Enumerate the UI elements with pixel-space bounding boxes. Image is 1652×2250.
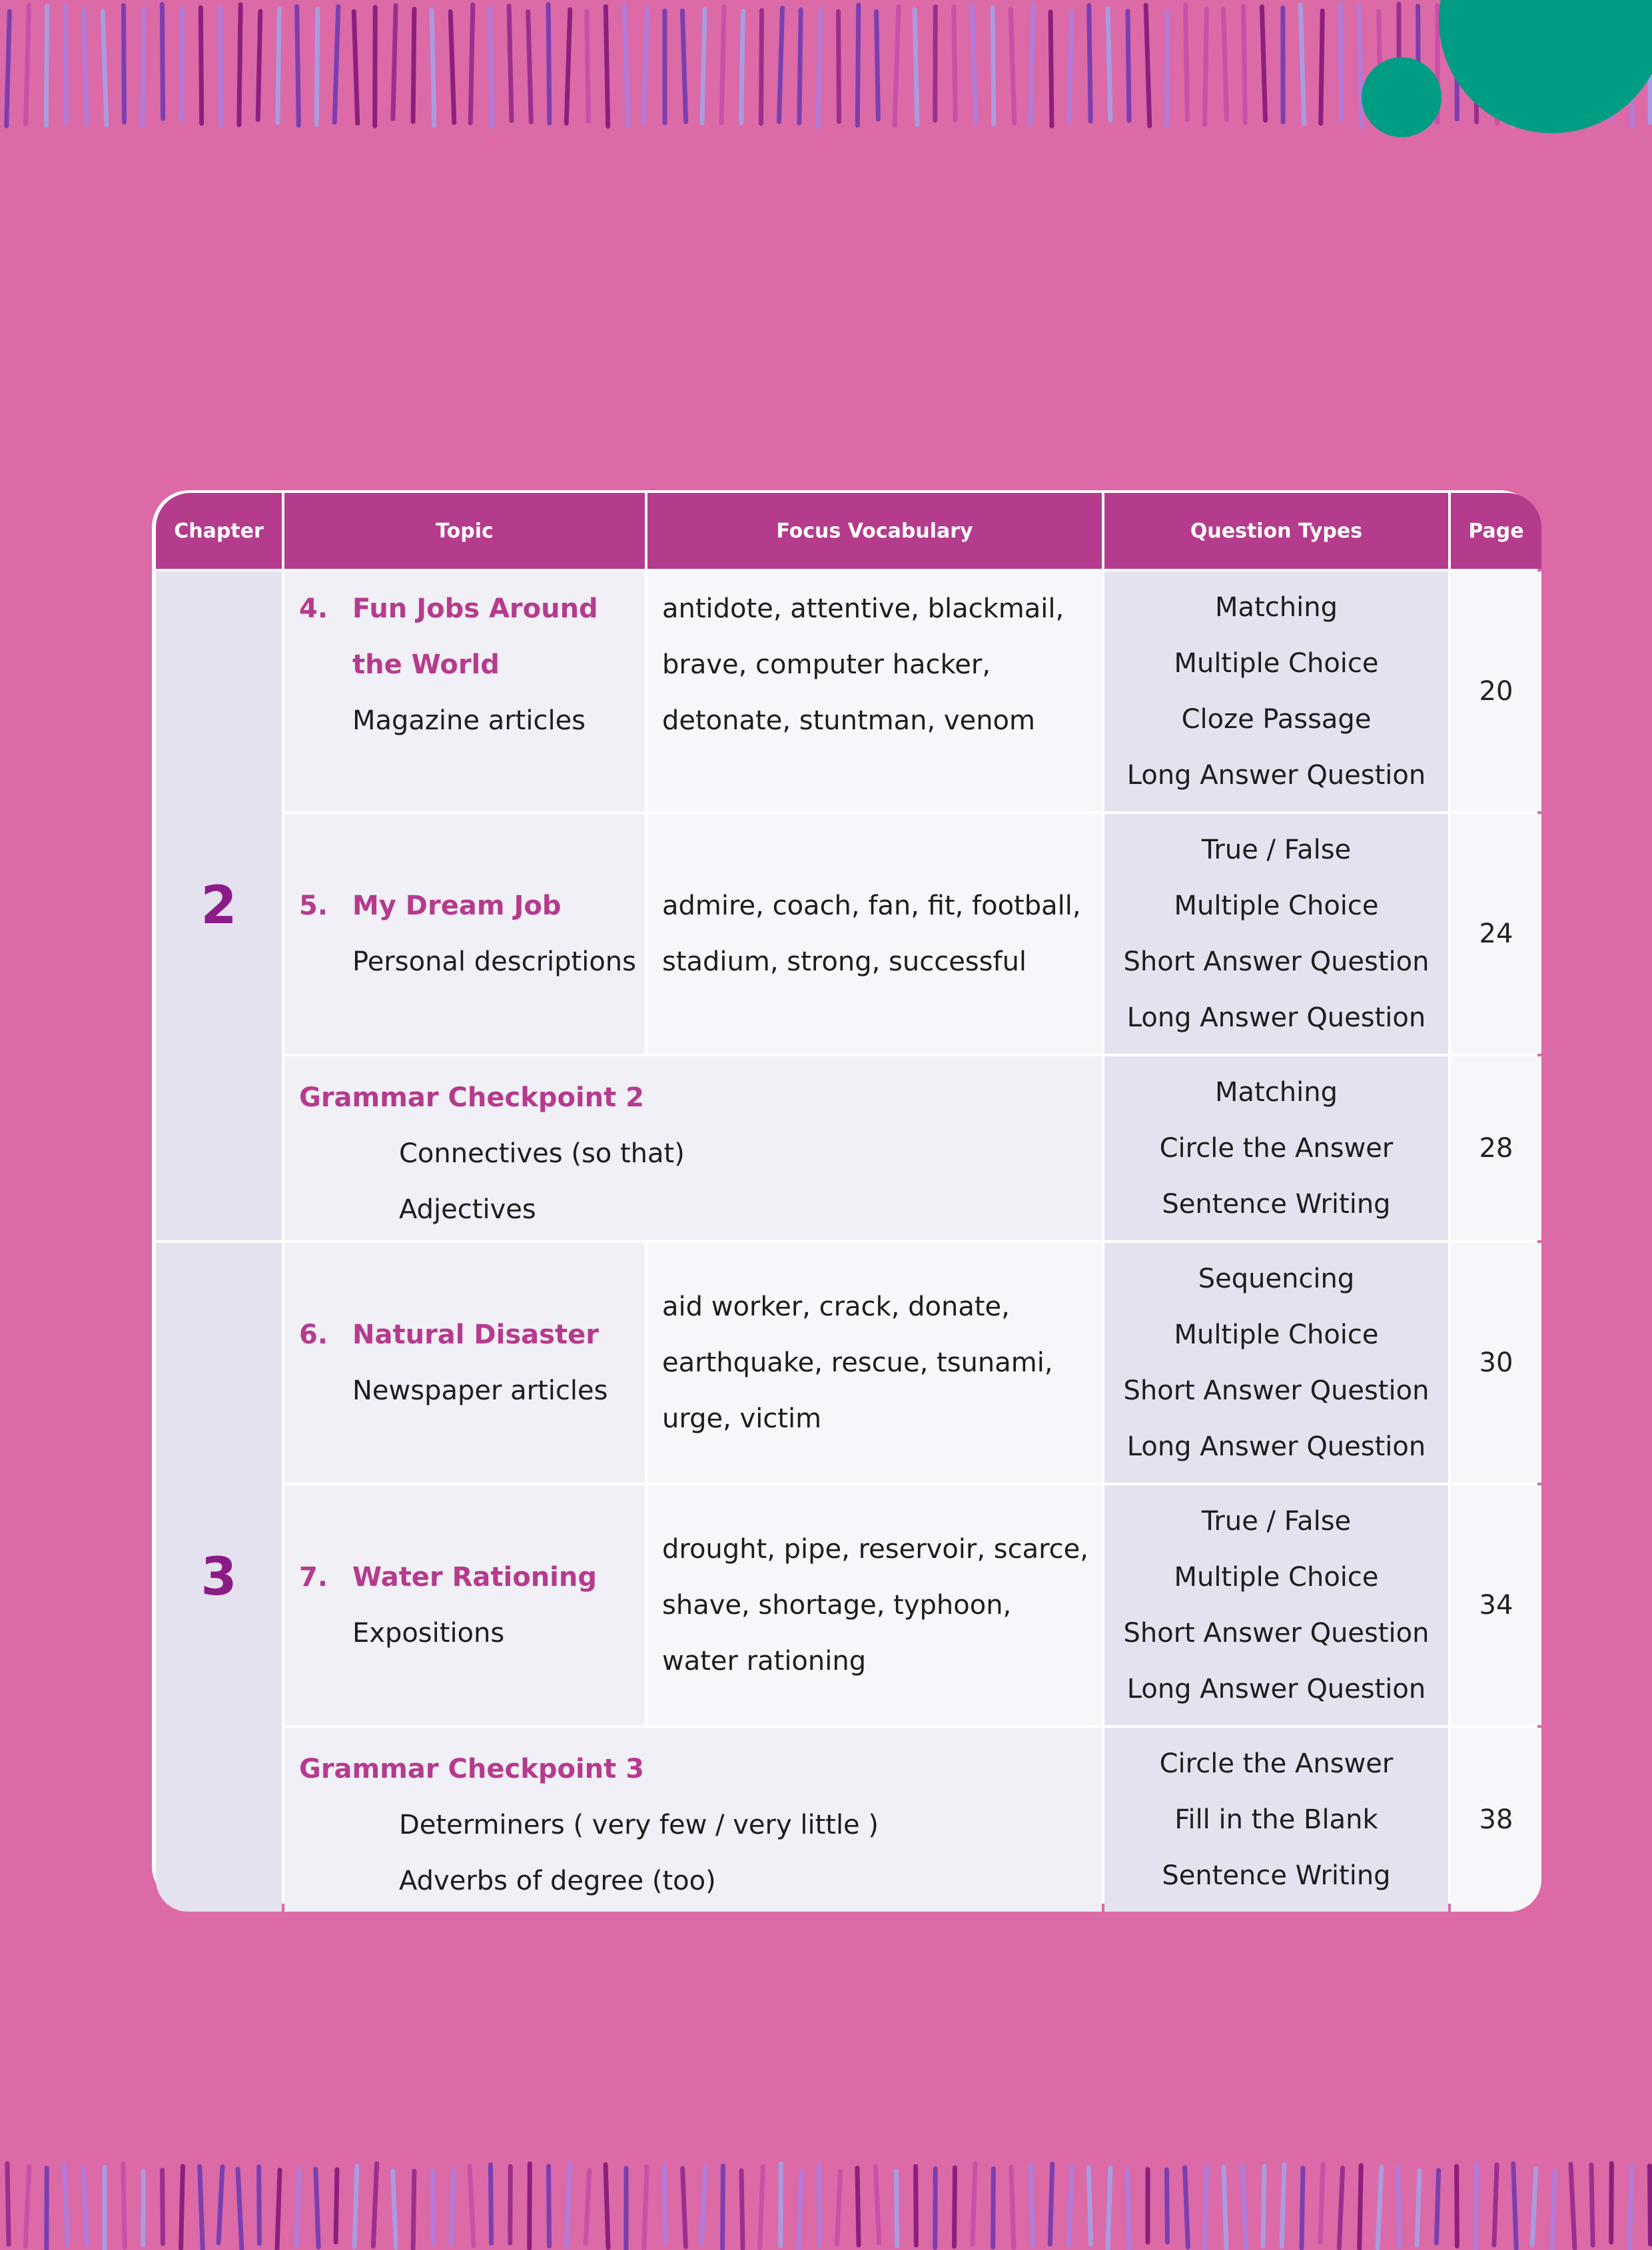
stripe <box>84 10 87 125</box>
stripe <box>1513 2163 1517 2248</box>
stripe <box>1591 2165 1593 2245</box>
stripe <box>509 6 512 121</box>
stripe <box>413 2171 414 2249</box>
stripe <box>1108 2168 1110 2250</box>
stripe <box>1340 4 1341 120</box>
stripe <box>1224 2167 1226 2248</box>
stripe <box>1223 9 1226 119</box>
stripe <box>702 9 705 124</box>
stripe <box>296 2170 299 2245</box>
unit-7-question-types: True / False Multiple Choice Short Answer Question Long Answer Question <box>1104 1485 1448 1725</box>
stripe <box>64 2165 67 2245</box>
unit-5-vocabulary: admire, coach, fan, fit, football, stadium, strong, successful <box>647 814 1102 1054</box>
stripe <box>1242 2165 1246 2249</box>
stripe <box>954 7 955 119</box>
stripe <box>857 2168 859 2245</box>
stripe <box>373 2163 376 2246</box>
stripe <box>1185 2167 1188 2247</box>
stripe <box>1069 2165 1072 2246</box>
stripe <box>239 5 240 125</box>
stripe <box>586 2170 589 2243</box>
stripe <box>143 9 145 126</box>
grammar-checkpoint-2-item: Connectives (so that) <box>399 1138 685 1169</box>
stripe <box>1282 2165 1284 2247</box>
stripe <box>470 2166 474 2246</box>
stripe <box>741 2171 743 2249</box>
stripe <box>644 2167 647 2249</box>
unit-6-genre: Newspaper articles <box>352 1375 608 1406</box>
stripe <box>1031 5 1033 124</box>
stripe <box>1089 5 1090 121</box>
header-vocabulary: Focus Vocabulary <box>647 493 1102 569</box>
stripe <box>549 2166 550 2246</box>
stripe <box>1339 2168 1342 2248</box>
stripe <box>124 5 125 122</box>
grammar-checkpoint-2-title: Grammar Checkpoint 2 <box>299 1082 645 1113</box>
unit-7-topic <box>284 1485 645 1725</box>
unit-6-topic <box>284 1243 645 1483</box>
stripe <box>413 9 414 122</box>
stripe <box>354 2166 357 2247</box>
header-topic: Topic <box>284 493 645 569</box>
stripe <box>875 2167 879 2243</box>
stripe <box>1262 7 1265 121</box>
header-chapter: Chapter <box>156 493 282 569</box>
stripe <box>1146 5 1150 126</box>
stripe <box>895 7 899 125</box>
unit-4-title-line2: the World <box>352 649 500 680</box>
stripe <box>25 2167 29 2247</box>
unit-6-title: 6. Natural Disaster <box>299 1319 599 1350</box>
stripe <box>664 2165 665 2242</box>
stripe <box>741 11 743 123</box>
unit-4-page: 20 <box>1451 571 1541 811</box>
grammar-checkpoint-3-item: Adverbs of degree (too) <box>399 1866 716 1896</box>
stripe <box>7 2163 9 2244</box>
stripe <box>1494 2165 1497 2245</box>
stripe <box>682 11 685 121</box>
unit-5-question-types: True / False Multiple Choice Short Answer Question Long Answer Question <box>1104 814 1448 1054</box>
stripe <box>450 12 454 123</box>
stripe <box>624 4 628 125</box>
stripe <box>1186 5 1188 119</box>
stripe <box>973 2163 975 2245</box>
stripe <box>143 2171 144 2245</box>
stripe <box>1128 11 1129 121</box>
stripe <box>354 11 358 123</box>
stripe <box>1475 2164 1477 2248</box>
stripe <box>1128 2169 1130 2250</box>
stripe <box>1088 2167 1090 2244</box>
stripe <box>1532 2169 1536 2245</box>
stripe <box>238 2169 242 2249</box>
stripe <box>258 11 260 119</box>
stripe <box>1302 2168 1303 2248</box>
stripe <box>935 7 936 120</box>
chapter-3-number: 3 <box>156 1243 282 1912</box>
stripe <box>1571 2164 1575 2248</box>
stripe <box>7 11 10 126</box>
stripe <box>1050 12 1052 126</box>
stripe <box>1263 2166 1264 2246</box>
unit-4-topic <box>284 571 645 811</box>
stripe <box>643 9 647 124</box>
stripe <box>916 2167 917 2245</box>
grammar-checkpoint-2-question-types: Matching Circle the Answer Sentence Writing <box>1104 1056 1448 1240</box>
stripe <box>336 2169 337 2242</box>
stripe <box>316 9 318 125</box>
stripe <box>1205 9 1207 125</box>
stripe <box>65 5 66 123</box>
unit-5-genre: Personal descriptions <box>352 946 636 977</box>
stripe <box>701 2167 705 2245</box>
unit-7-page: 34 <box>1451 1485 1541 1725</box>
stripe <box>316 2169 318 2247</box>
grammar-checkpoint-3-question-types: Circle the Answer Fill in the Blank Sentence Writing <box>1104 1728 1448 1912</box>
stripe <box>1378 2167 1382 2249</box>
stripe <box>181 9 183 119</box>
grammar-checkpoint-2-item: Adjectives <box>399 1194 536 1225</box>
stripe <box>915 9 917 125</box>
stripe <box>857 5 859 125</box>
grammar-checkpoint-3-item: Determiners ( very few / very little ) <box>399 1810 879 1840</box>
stripe <box>334 7 338 123</box>
unit-4-question-types: Matching Multiple Choice Cloze Passage Long Answer Question <box>1104 571 1448 811</box>
unit-6-vocabulary: aid worker, crack, donate, earthquake, rescue, tsunami, urge, victim <box>647 1243 1102 1483</box>
unit-5-title: 5. My Dream Job <box>299 891 562 921</box>
stripe <box>1398 2167 1400 2247</box>
unit-6-page: 30 <box>1451 1243 1541 1483</box>
stripe <box>277 2170 280 2249</box>
stripe <box>490 7 492 127</box>
decorative-small-circle <box>1362 57 1442 137</box>
stripe <box>46 6 47 126</box>
stripe <box>606 2165 608 2248</box>
stripe <box>972 5 976 123</box>
stripe <box>567 2164 570 2247</box>
stripe <box>1649 2166 1650 2244</box>
stripe <box>779 8 782 122</box>
stripe <box>1611 2163 1612 2242</box>
stripe <box>1050 2164 1052 2245</box>
stripe <box>1320 2164 1323 2242</box>
stripe <box>1360 2165 1361 2249</box>
stripe <box>1244 6 1246 122</box>
contents-table <box>156 493 1541 1912</box>
stripe <box>259 2167 260 2243</box>
stripe <box>432 10 434 125</box>
grammar-checkpoint-2-page: 28 <box>1451 1056 1541 1240</box>
stripe <box>1436 2170 1438 2243</box>
stripe <box>181 2166 183 2248</box>
unit-6-question-types: Sequencing Multiple Choice Short Answer Question Long Answer Question <box>1104 1243 1448 1483</box>
unit-7-genre: Expositions <box>352 1618 505 1649</box>
stripe <box>200 2167 203 2249</box>
stripe <box>799 10 801 123</box>
stripe <box>162 4 163 119</box>
stripe <box>587 11 589 121</box>
grammar-checkpoint-2 <box>284 1056 1102 1240</box>
stripe <box>1204 2167 1206 2249</box>
stripe <box>103 11 107 125</box>
stripe <box>1011 2167 1014 2248</box>
stripe <box>470 5 473 123</box>
stripe <box>393 6 396 119</box>
stripe <box>548 5 550 123</box>
stripe <box>1359 5 1362 127</box>
stripe <box>1321 11 1322 123</box>
stripe <box>1108 9 1110 120</box>
stripe <box>818 9 821 127</box>
unit-7-vocabulary: drought, pipe, reservoir, scarce, shave, shortage, typhoon, water rationing <box>647 1485 1102 1725</box>
stripe <box>896 2171 897 2245</box>
stripe <box>721 7 724 123</box>
stripe <box>837 2171 840 2244</box>
stripe <box>1417 2170 1420 2245</box>
stripe <box>26 5 29 124</box>
stripe <box>1630 2165 1632 2248</box>
stripe <box>1552 2171 1555 2249</box>
unit-4-title: 4. Fun Jobs Around <box>299 593 598 624</box>
stripe <box>760 2167 763 2248</box>
unit-5-page: 24 <box>1451 814 1541 1054</box>
stripe <box>278 9 279 123</box>
stripe <box>393 2171 396 2247</box>
stripe <box>566 9 570 123</box>
stripe <box>1069 12 1072 123</box>
unit-5-topic <box>284 814 645 1054</box>
stripe <box>1300 5 1304 124</box>
stripe <box>297 7 299 125</box>
stripe <box>1011 9 1015 123</box>
stripe <box>83 2168 87 2245</box>
grammar-checkpoint-3-title: Grammar Checkpoint 3 <box>299 1754 645 1784</box>
stripe <box>528 11 532 122</box>
unit-7-title: 7. Water Rationing <box>299 1562 597 1593</box>
header-question-types: Question Types <box>1104 493 1448 569</box>
bottom-stripe-border <box>0 2150 1652 2250</box>
stripe <box>490 2165 491 2243</box>
grammar-checkpoint-3-page: 38 <box>1451 1728 1541 1912</box>
stripe <box>1167 2169 1168 2242</box>
stripe <box>451 2171 454 2245</box>
stripe <box>606 7 608 127</box>
unit-4-genre: Magazine articles <box>352 705 586 736</box>
stripe <box>683 2169 686 2247</box>
stripe <box>123 2164 125 2248</box>
stripe <box>993 8 994 125</box>
stripe <box>799 2171 801 2250</box>
chapter-2-number: 2 <box>156 571 282 1240</box>
stripe <box>1031 2165 1032 2246</box>
stripe <box>993 2169 994 2247</box>
grammar-checkpoint-3 <box>284 1728 1102 1912</box>
stripe <box>218 2167 222 2243</box>
stripe <box>877 12 879 119</box>
header-page: Page <box>1451 493 1541 569</box>
contents-table-card <box>152 490 1537 1904</box>
unit-4-vocabulary: antidote, attentive, blackmail, brave, computer hacker, detonate, stuntman, venom <box>647 571 1102 811</box>
